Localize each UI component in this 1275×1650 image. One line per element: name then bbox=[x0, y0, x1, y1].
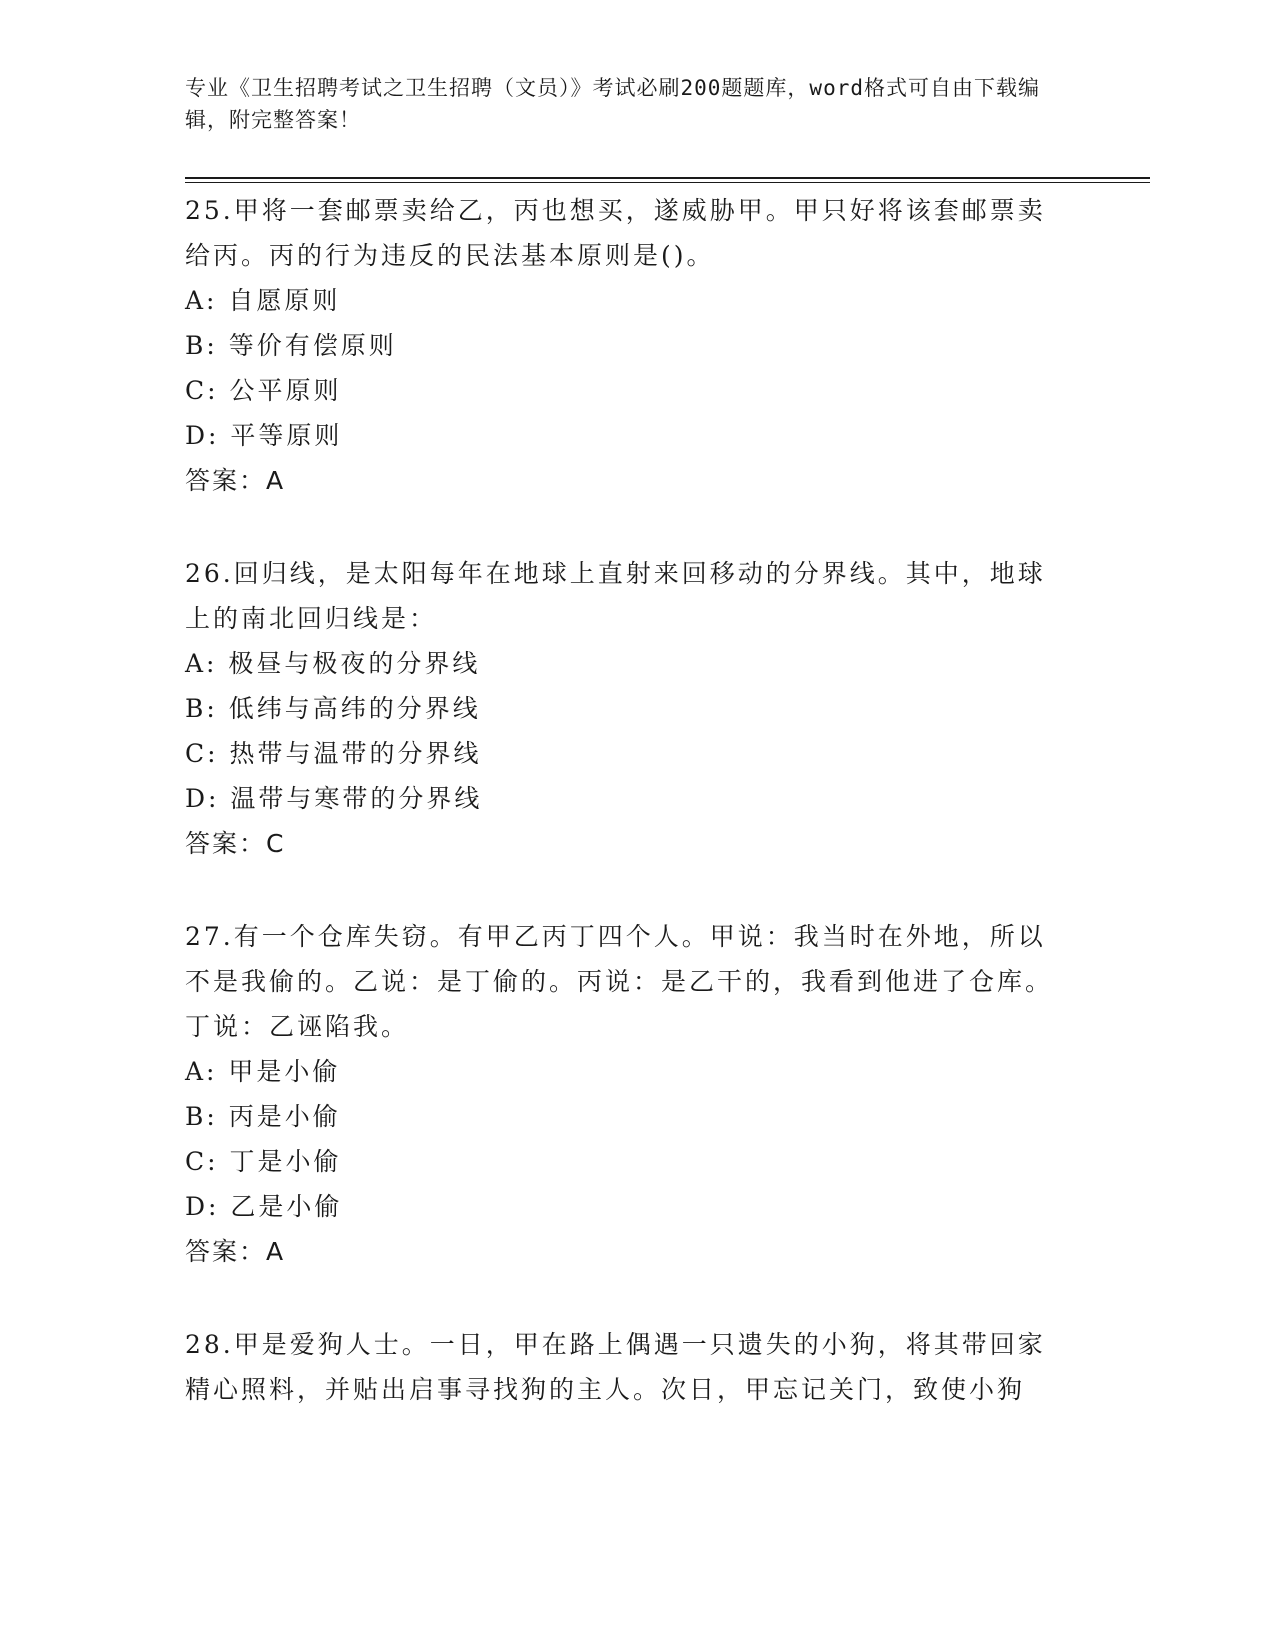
option-a: A: 甲是小偷 bbox=[185, 1057, 341, 1086]
answer-line: 答案：A bbox=[185, 466, 286, 495]
question-27 bbox=[185, 914, 1085, 1274]
option-b: B: 低纬与高纬的分界线 bbox=[185, 694, 481, 723]
option-d: D: 平等原则 bbox=[185, 421, 343, 450]
option-c: C: 丁是小偷 bbox=[185, 1147, 342, 1176]
option-a: A: 极昼与极夜的分界线 bbox=[185, 649, 481, 678]
option-b: B: 等价有偿原则 bbox=[185, 331, 397, 360]
question-stem: 25.甲将一套邮票卖给乙，丙也想买，遂威胁甲。甲只好将该套邮票卖给丙。丙的行为违反的民法基本原则是()。 bbox=[185, 196, 1046, 270]
question-stem: 26.回归线，是太阳每年在地球上直射来回移动的分界线。其中，地球上的南北回归线是： bbox=[185, 559, 1046, 633]
document-header: 专业《卫生招聘考试之卫生招聘（文员）》考试必刷200题题库，word格式可自由下载编辑，附完整答案！ bbox=[185, 76, 1040, 132]
answer-line: 答案：A bbox=[185, 1237, 286, 1266]
option-c: C: 热带与温带的分界线 bbox=[185, 739, 482, 768]
option-b: B: 丙是小偷 bbox=[185, 1102, 341, 1131]
header-divider-thick bbox=[185, 177, 1150, 179]
question-stem: 27.有一个仓库失窃。有甲乙丙丁四个人。甲说：我当时在外地，所以不是我偷的。乙说：是丁偷的。丙说：是乙干的，我看到他进了仓库。丁说：乙诬陷我。 bbox=[185, 922, 1054, 1041]
option-a: A: 自愿原则 bbox=[185, 286, 341, 315]
option-c: C: 公平原则 bbox=[185, 376, 342, 405]
question-28 bbox=[185, 1322, 1085, 1412]
option-d: D: 温带与寒带的分界线 bbox=[185, 784, 483, 813]
question-26 bbox=[185, 551, 1085, 866]
answer-line: 答案：C bbox=[185, 829, 286, 858]
option-d: D: 乙是小偷 bbox=[185, 1192, 343, 1221]
question-25 bbox=[185, 188, 1085, 503]
question-stem: 28.甲是爱狗人士。一日，甲在路上偶遇一只遗失的小狗，将其带回家精心照料，并贴出启事寻找狗的主人。次日，甲忘记关门，致使小狗 bbox=[185, 1330, 1046, 1404]
question-list bbox=[185, 188, 1085, 1460]
header-divider-thin bbox=[185, 182, 1150, 183]
